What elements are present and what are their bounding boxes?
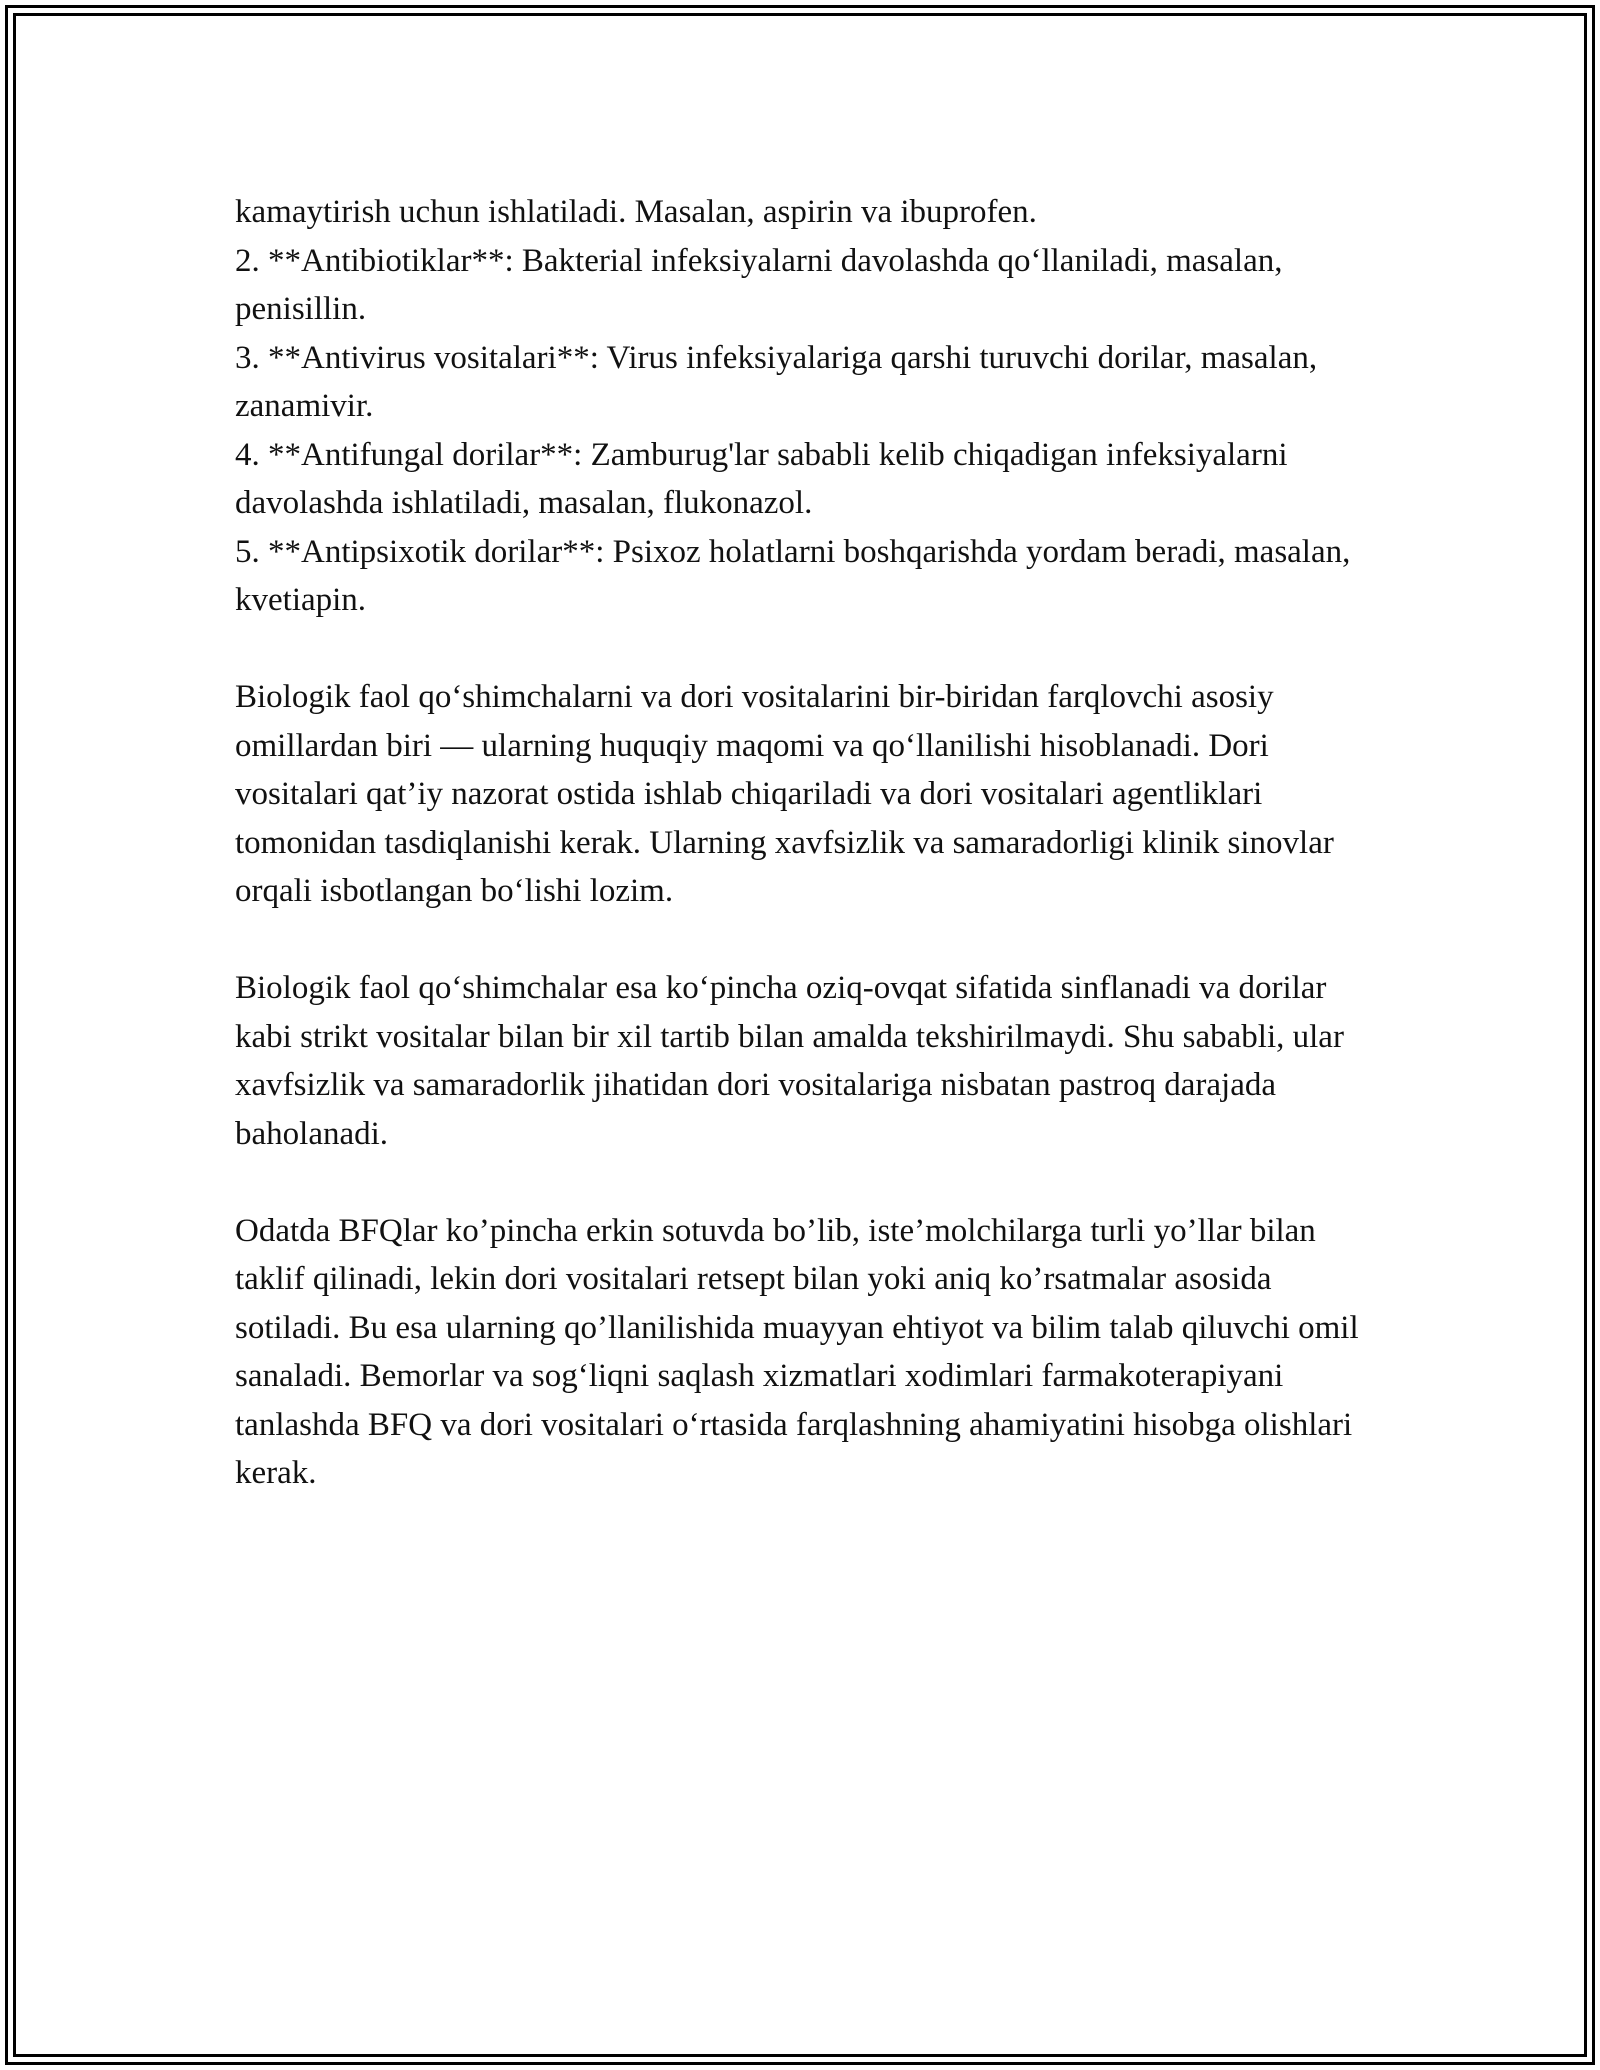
list-item-antifungal: 4. **Antifungal dorilar**: Zamburug'lar sababli kelib chiqadigan infeksiyalarni davolashda ishlatiladi, masalan, flukonazol. bbox=[235, 436, 1288, 521]
paragraph-legal-status: Biologik faol qo‘shimchalarni va dori vositalarini bir-biridan farqlovchi asosiy omillardan biri — ularning huquqiy maqomi va qo‘llanilishi hisoblanadi. Dori vositalari qat’iy nazorat ostida ishlab chiqariladi va dori vositalari agentliklari tomonidan tasdiqlanishi kerak. Ularning xavfsizlik va samaradorligi klinik sinovlar orqali isbotlangan bo‘lishi lozim. bbox=[235, 679, 1334, 909]
list-item-antipsychotic: 5. **Antipsixotik dorilar**: Psixoz holatlarni boshqarishda yordam beradi, masalan, kvetiapin. bbox=[235, 533, 1351, 618]
paragraph-supplements-classification: Biologik faol qo‘shimchalar esa ko‘pincha oziq-ovqat sifatida sinflanadi va dorilar kabi strikt vositalar bilan bir xil tartib bilan amalda tekshirilmaydi. Shu sababli, ular xavfsizlik va samaradorlik jihatidan dori vositalariga nisbatan pastroq darajada baholanadi. bbox=[235, 970, 1344, 1152]
list-item-antibiotics: 2. **Antibiotiklar**: Bakterial infeksiyalarni davolashda qo‘llaniladi, masalan, penisillin. bbox=[235, 242, 1283, 327]
list-item-antivirus: 3. **Antivirus vositalari**: Virus infeksiyalariga qarshi turuvchi dorilar, masalan, zanamivir. bbox=[235, 339, 1318, 424]
paragraph-sales-difference: Odatda BFQlar ko’pincha erkin sotuvda bo’lib, iste’molchilarga turli yo’llar bilan taklif qilinadi, lekin dori vositalari retsept bilan yoki aniq ko’rsatmalar asosida sotiladi. Bu esa ularning qo’llanilishida muayyan ehtiyot va bilim talab qiluvchi omil sanaladi. Bemorlar va sog‘liqni saqlash xizmatlari xodimlari farmakoterapiyani tanlashda BFQ va dori vositalari o‘rtasida farqlashning ahamiyatini hisobga olishlari kerak. bbox=[235, 1212, 1359, 1491]
document-body bbox=[235, 188, 1375, 1498]
list-item-continuation: kamaytirish uchun ishlatiladi. Masalan, aspirin va ibuprofen. bbox=[235, 194, 1037, 230]
